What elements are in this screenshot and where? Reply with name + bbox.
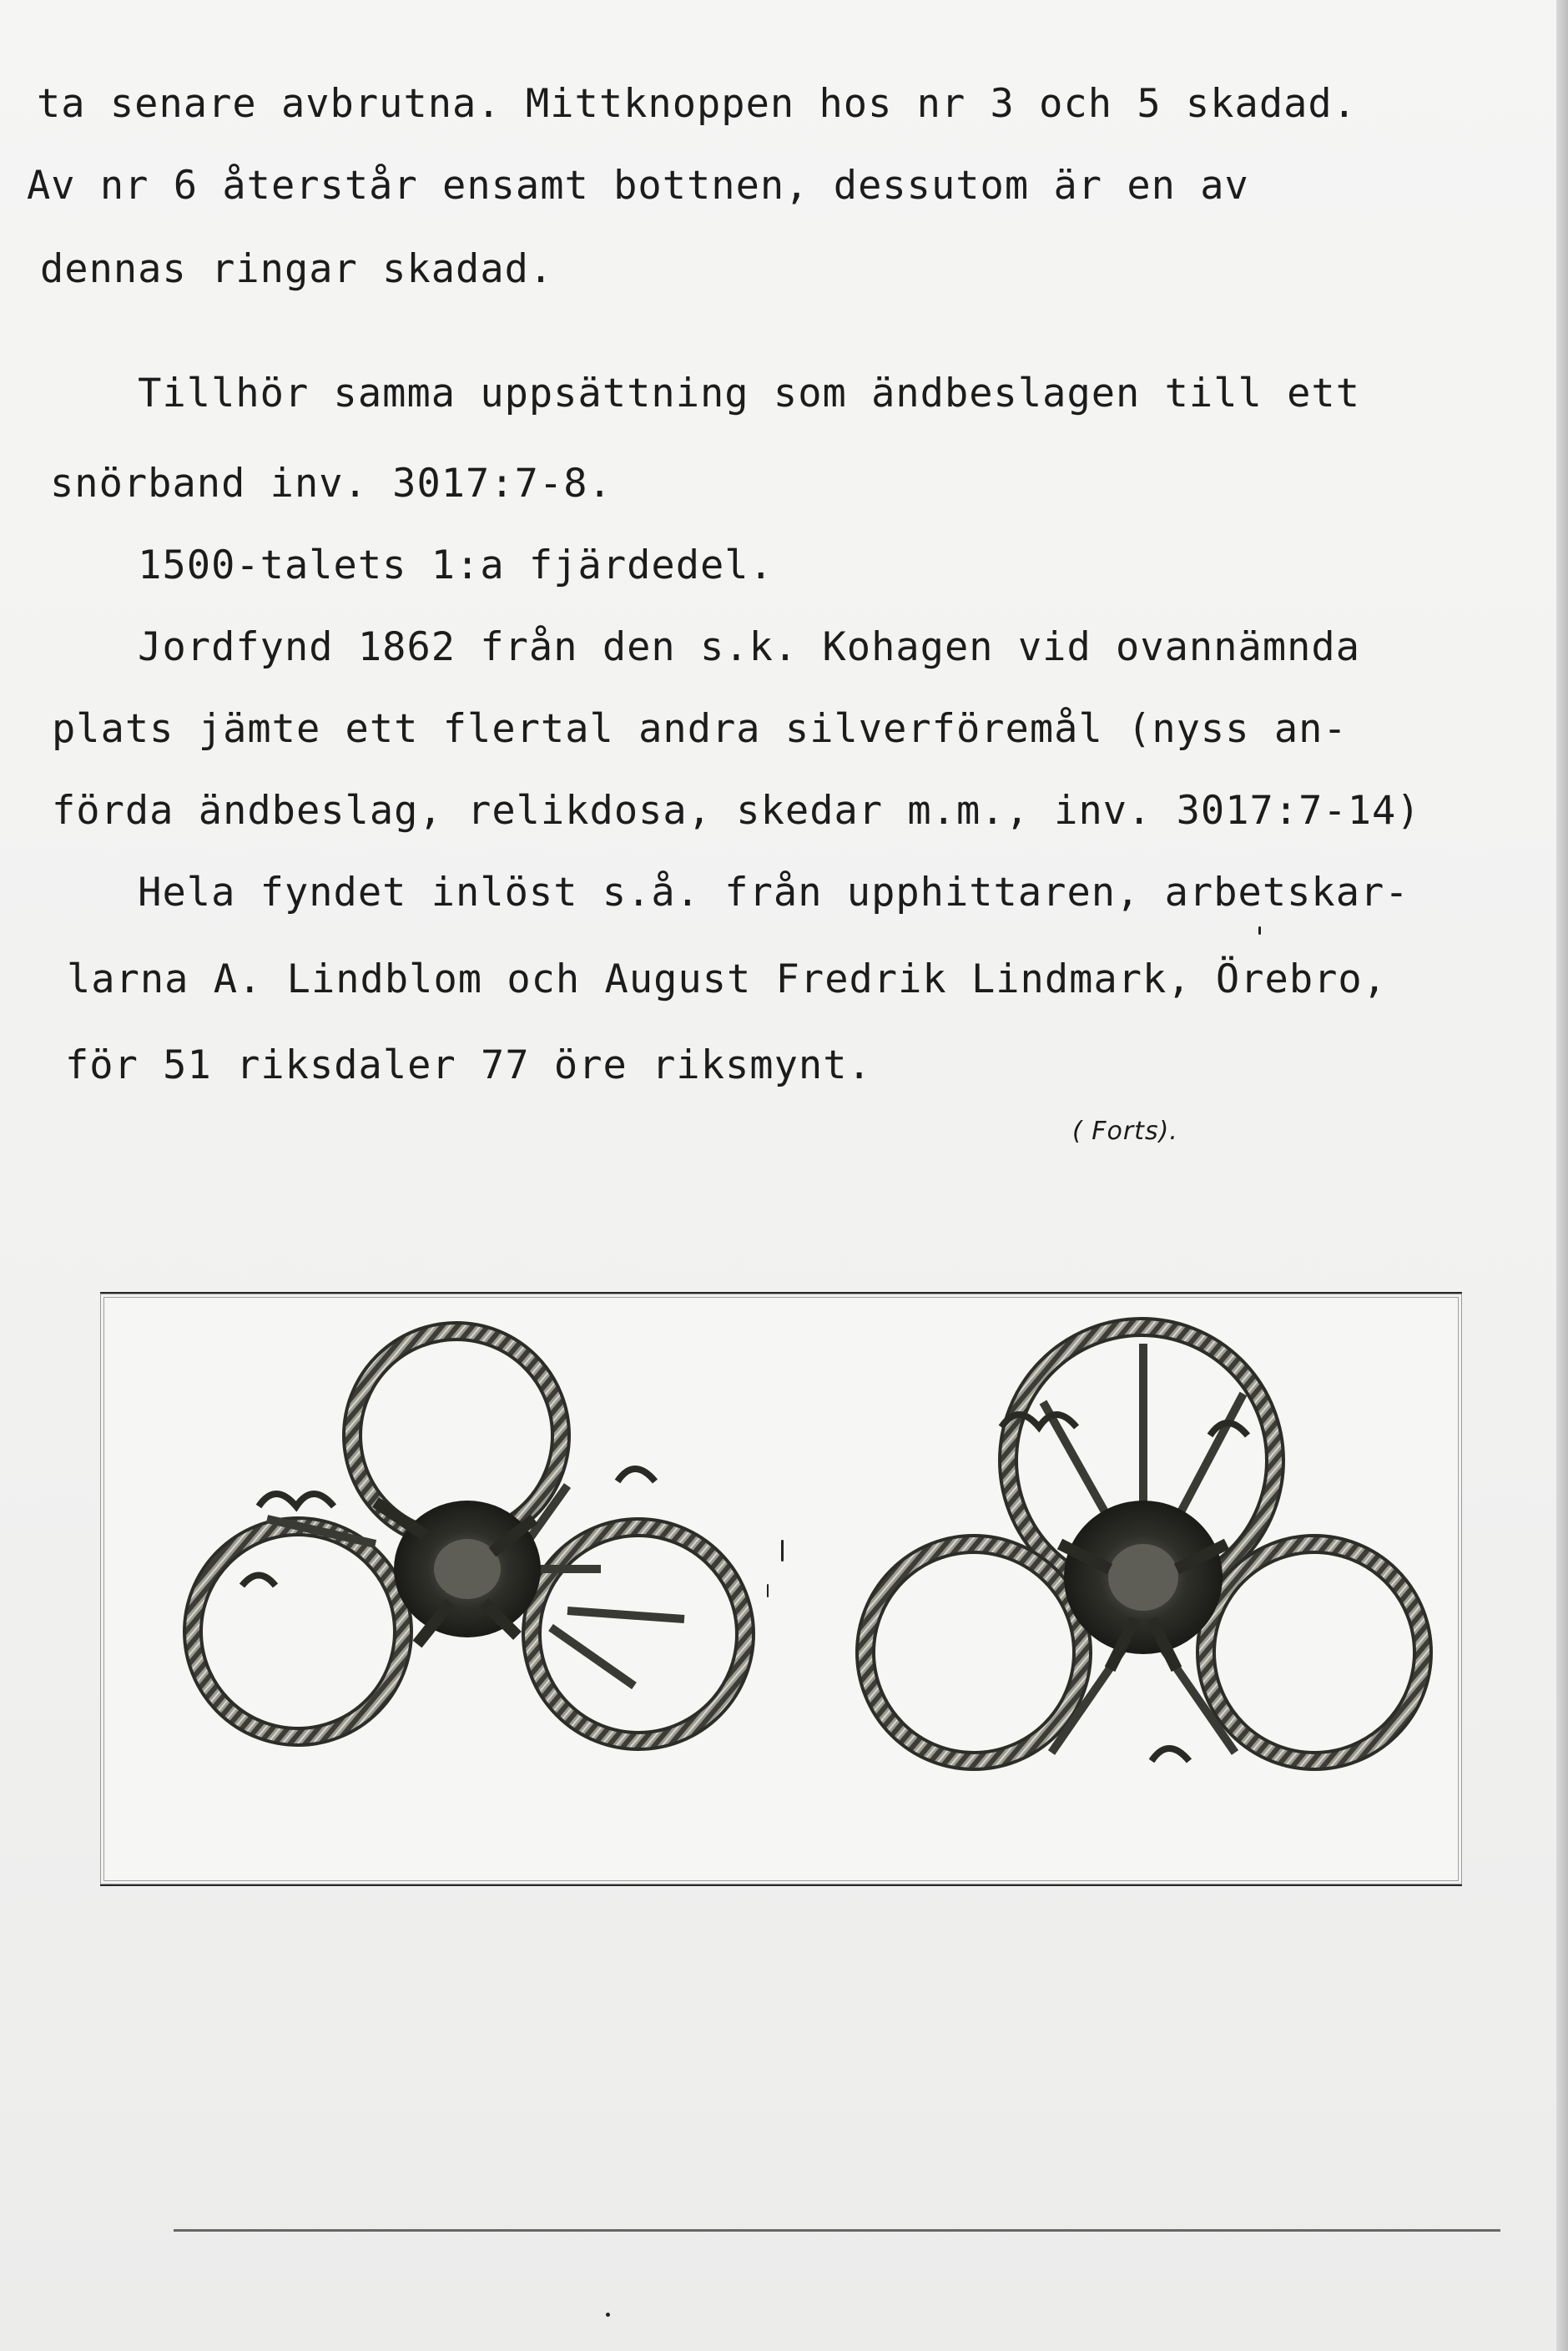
ring-mount-left (193, 1331, 745, 1741)
text-line-4: Tillhör samma uppsättning som ändbeslagen till ett (40, 371, 1361, 416)
text-line-12: för 51 riksdaler 77 öre riksmynt. (65, 1042, 872, 1088)
photograph (100, 1292, 1462, 1886)
ring-mount-right (865, 1327, 1423, 1761)
text-line-6: 1500-talets 1:a fjärdedel. (40, 542, 774, 588)
bottom-rule (174, 2229, 1500, 2232)
text-line-9: förda ändbeslag, relikdosa, skedar m.m., inv. 3017:7-14) (52, 788, 1421, 834)
speck (606, 2313, 610, 2317)
text-line-10: Hela fyndet inlöst s.å. från upphittaren, arbetskar- (40, 870, 1409, 916)
text-line-1: ta senare avbrutna. Mittknoppen hos nr 3 och 5 skadad. (37, 81, 1358, 127)
text-line-11: larna A. Lindblom och August Fredrik Lindmark, Örebro, (67, 956, 1388, 1002)
speck (767, 1584, 769, 1597)
handwritten-note: ( Forts). (1072, 1117, 1178, 1146)
text-line-7: Jordfynd 1862 från den s.k. Kohagen vid ovannämnda (40, 624, 1361, 670)
speck (781, 1540, 784, 1561)
text-line-8: plats jämte ett flertal andra silverföremål (nyss an- (52, 706, 1348, 752)
text-line-5: snörband inv. 3017:7-8. (50, 461, 613, 507)
text-line-2: Av nr 6 återstår ensamt bottnen, dessutom är en av (27, 163, 1249, 209)
text-line-3: dennas ringar skadad. (40, 246, 554, 292)
page-edge (1556, 0, 1568, 2351)
speck (1258, 926, 1261, 935)
photo-drawing (100, 1294, 1462, 1884)
